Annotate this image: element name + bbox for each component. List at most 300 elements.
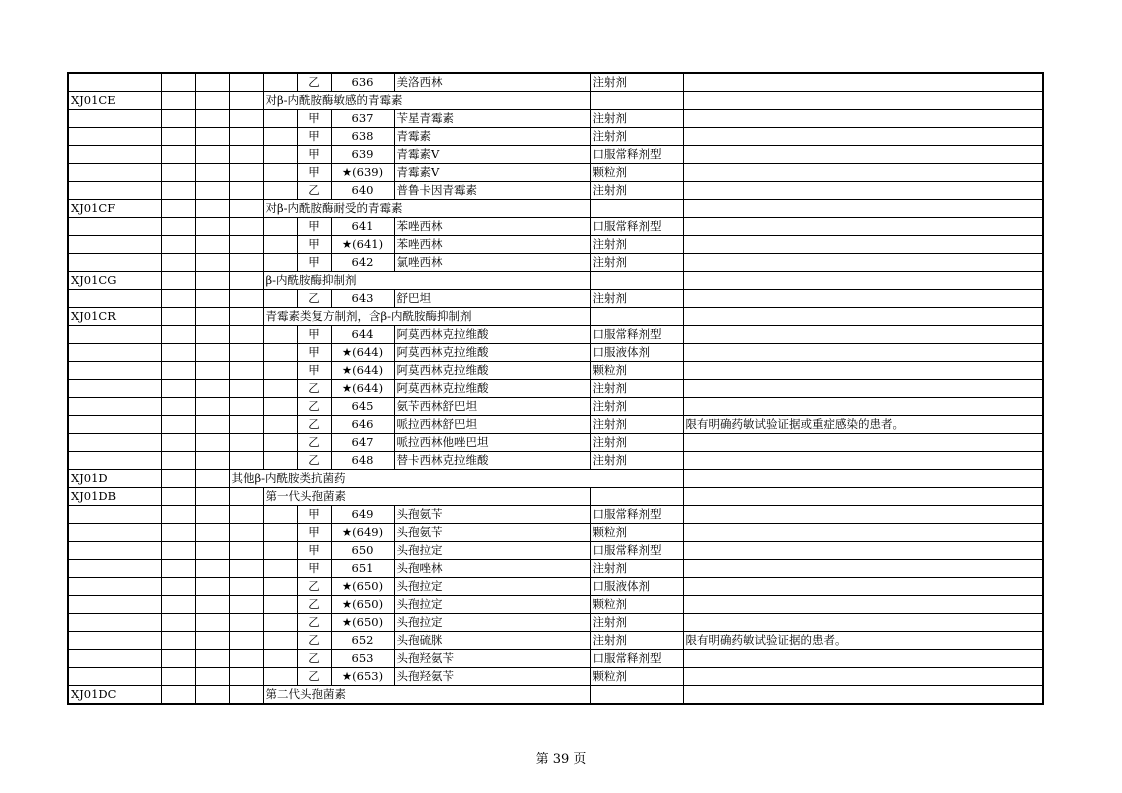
dosage-form-cell: 口服常释剂型 <box>590 218 683 236</box>
dosage-form-cell: 注射剂 <box>590 380 683 398</box>
empty-cell <box>263 578 297 596</box>
empty-cell <box>161 92 195 110</box>
drug-name-cell: 阿莫西林克拉维酸 <box>394 362 590 380</box>
empty-cell <box>195 344 229 362</box>
empty-cell <box>229 560 263 578</box>
grade-cell: 甲 <box>297 254 331 272</box>
dosage-form-cell: 注射剂 <box>590 128 683 146</box>
drug-row <box>68 578 1043 596</box>
empty-cell <box>229 128 263 146</box>
drug-row <box>68 362 1043 380</box>
dosage-form-cell: 注射剂 <box>590 236 683 254</box>
empty-cell <box>195 416 229 434</box>
empty-cell <box>161 632 195 650</box>
empty-cell <box>161 542 195 560</box>
empty-cell <box>263 254 297 272</box>
empty-cell <box>195 578 229 596</box>
dosage-form-cell <box>590 272 683 290</box>
category-code-cell: XJ01DC <box>68 686 161 705</box>
empty-cell <box>229 614 263 632</box>
category-code-cell <box>68 650 161 668</box>
dosage-form-cell: 注射剂 <box>590 452 683 470</box>
empty-cell <box>229 308 263 326</box>
grade-cell: 甲 <box>297 362 331 380</box>
empty-cell <box>195 524 229 542</box>
drug-number-cell: 639 <box>331 146 394 164</box>
drug-name-cell: 哌拉西林舒巴坦 <box>394 416 590 434</box>
drug-row <box>68 110 1043 128</box>
drug-name-cell: 氯唑西林 <box>394 254 590 272</box>
category-code-cell <box>68 668 161 686</box>
category-code-cell <box>68 398 161 416</box>
category-code-cell <box>68 236 161 254</box>
drug-name-cell: 阿莫西林克拉维酸 <box>394 326 590 344</box>
drug-name-cell: 头孢拉定 <box>394 542 590 560</box>
empty-cell <box>195 488 229 506</box>
drug-catalog-table <box>67 72 1044 705</box>
empty-cell <box>195 596 229 614</box>
empty-cell <box>161 470 195 488</box>
dosage-form-cell <box>683 470 1043 488</box>
empty-cell <box>263 632 297 650</box>
note-cell <box>683 380 1043 398</box>
empty-cell <box>161 686 195 705</box>
drug-row <box>68 218 1043 236</box>
empty-cell <box>229 218 263 236</box>
category-code-cell <box>68 614 161 632</box>
drug-number-cell: ★(650) <box>331 578 394 596</box>
drug-number-cell: 651 <box>331 560 394 578</box>
category-code-cell: XJ01DB <box>68 488 161 506</box>
drug-row <box>68 164 1043 182</box>
empty-cell <box>229 362 263 380</box>
grade-cell: 乙 <box>297 452 331 470</box>
dosage-form-cell: 注射剂 <box>590 290 683 308</box>
empty-cell <box>161 650 195 668</box>
empty-cell <box>161 146 195 164</box>
empty-cell <box>195 146 229 164</box>
drug-number-cell: 640 <box>331 182 394 200</box>
category-code-cell <box>68 524 161 542</box>
empty-cell <box>161 128 195 146</box>
grade-cell: 甲 <box>297 344 331 362</box>
empty-cell <box>161 452 195 470</box>
grade-cell: 乙 <box>297 632 331 650</box>
empty-cell <box>161 218 195 236</box>
empty-cell <box>195 506 229 524</box>
note-cell <box>683 650 1043 668</box>
note-cell <box>683 542 1043 560</box>
dosage-form-cell: 口服液体剂 <box>590 578 683 596</box>
dosage-form-cell: 注射剂 <box>590 416 683 434</box>
grade-cell: 甲 <box>297 164 331 182</box>
drug-row <box>68 542 1043 560</box>
grade-cell: 乙 <box>297 650 331 668</box>
drug-row <box>68 290 1043 308</box>
empty-cell <box>229 110 263 128</box>
empty-cell <box>229 434 263 452</box>
empty-cell <box>195 164 229 182</box>
drug-name-cell: 苯唑西林 <box>394 236 590 254</box>
note-cell <box>683 344 1043 362</box>
grade-cell: 甲 <box>297 236 331 254</box>
grade-cell: 乙 <box>297 596 331 614</box>
empty-cell <box>161 524 195 542</box>
grade-cell: 甲 <box>297 560 331 578</box>
category-code-cell: XJ01CF <box>68 200 161 218</box>
note-cell <box>683 110 1043 128</box>
grade-cell: 甲 <box>297 506 331 524</box>
note-cell <box>683 218 1043 236</box>
empty-cell <box>263 218 297 236</box>
empty-cell <box>161 200 195 218</box>
category-row <box>68 686 1043 705</box>
empty-cell <box>263 398 297 416</box>
empty-cell <box>229 416 263 434</box>
table-body <box>68 73 1043 704</box>
drug-number-cell: 652 <box>331 632 394 650</box>
empty-cell <box>263 326 297 344</box>
note-cell <box>683 92 1043 110</box>
note-cell <box>683 326 1043 344</box>
drug-number-cell: ★(650) <box>331 596 394 614</box>
empty-cell <box>229 650 263 668</box>
note-cell <box>683 560 1043 578</box>
category-code-cell <box>68 380 161 398</box>
drug-number-cell: 638 <box>331 128 394 146</box>
category-code-cell <box>68 164 161 182</box>
drug-number-cell: 642 <box>331 254 394 272</box>
drug-name-cell: 替卡西林克拉维酸 <box>394 452 590 470</box>
grade-cell: 乙 <box>297 416 331 434</box>
note-cell <box>683 182 1043 200</box>
drug-number-cell: ★(641) <box>331 236 394 254</box>
category-code-cell <box>68 344 161 362</box>
category-code-cell <box>68 632 161 650</box>
drug-row <box>68 524 1043 542</box>
category-name-cell: 第一代头孢菌素 <box>263 488 590 506</box>
note-cell <box>683 200 1043 218</box>
empty-cell <box>263 146 297 164</box>
grade-cell: 乙 <box>297 290 331 308</box>
drug-number-cell: 648 <box>331 452 394 470</box>
note-cell <box>683 506 1043 524</box>
drug-row <box>68 614 1043 632</box>
drug-name-cell: 苯唑西林 <box>394 218 590 236</box>
note-cell: 限有明确药敏试验证据的患者。 <box>683 632 1043 650</box>
drug-number-cell: ★(649) <box>331 524 394 542</box>
empty-cell <box>195 650 229 668</box>
dosage-form-cell <box>590 200 683 218</box>
empty-cell <box>161 272 195 290</box>
category-name-cell: 青霉素类复方制剂，含β-内酰胺酶抑制剂 <box>263 308 590 326</box>
empty-cell <box>161 416 195 434</box>
drug-row <box>68 236 1043 254</box>
empty-cell <box>229 92 263 110</box>
empty-cell <box>161 488 195 506</box>
drug-row <box>68 416 1043 434</box>
category-code-cell <box>68 506 161 524</box>
empty-cell <box>229 542 263 560</box>
empty-cell <box>161 578 195 596</box>
drug-row <box>68 452 1043 470</box>
empty-cell <box>229 452 263 470</box>
drug-row <box>68 254 1043 272</box>
empty-cell <box>161 110 195 128</box>
empty-cell <box>263 128 297 146</box>
category-code-cell <box>68 146 161 164</box>
dosage-form-cell: 注射剂 <box>590 614 683 632</box>
drug-name-cell: 头孢羟氨苄 <box>394 650 590 668</box>
empty-cell <box>161 506 195 524</box>
empty-cell <box>263 650 297 668</box>
drug-name-cell: 青霉素V <box>394 146 590 164</box>
note-cell <box>683 614 1043 632</box>
drug-name-cell: 青霉素V <box>394 164 590 182</box>
drug-number-cell: 645 <box>331 398 394 416</box>
empty-cell <box>195 362 229 380</box>
drug-name-cell: 阿莫西林克拉维酸 <box>394 344 590 362</box>
drug-row <box>68 344 1043 362</box>
empty-cell <box>161 326 195 344</box>
empty-cell <box>161 398 195 416</box>
grade-cell: 甲 <box>297 542 331 560</box>
dosage-form-cell <box>590 488 683 506</box>
empty-cell <box>229 182 263 200</box>
drug-number-cell: 644 <box>331 326 394 344</box>
empty-cell <box>161 290 195 308</box>
empty-cell <box>161 668 195 686</box>
drug-number-cell: ★(644) <box>331 380 394 398</box>
grade-cell: 甲 <box>297 326 331 344</box>
empty-cell <box>263 362 297 380</box>
drug-name-cell: 普鲁卡因青霉素 <box>394 182 590 200</box>
empty-cell <box>229 254 263 272</box>
empty-cell <box>229 578 263 596</box>
empty-cell <box>161 596 195 614</box>
note-cell <box>683 272 1043 290</box>
note-cell: 限有明确药敏试验证据或重症感染的患者。 <box>683 416 1043 434</box>
category-row <box>68 308 1043 326</box>
dosage-form-cell: 注射剂 <box>590 560 683 578</box>
drug-name-cell: 舒巴坦 <box>394 290 590 308</box>
drug-number-cell: 647 <box>331 434 394 452</box>
empty-cell <box>195 92 229 110</box>
category-row <box>68 92 1043 110</box>
dosage-form-cell: 注射剂 <box>590 254 683 272</box>
note-cell <box>683 452 1043 470</box>
empty-cell <box>263 506 297 524</box>
drug-name-cell: 头孢拉定 <box>394 614 590 632</box>
dosage-form-cell: 注射剂 <box>590 398 683 416</box>
empty-cell <box>229 398 263 416</box>
grade-cell: 乙 <box>297 578 331 596</box>
empty-cell <box>161 182 195 200</box>
empty-cell <box>229 524 263 542</box>
empty-cell <box>195 128 229 146</box>
grade-cell: 乙 <box>297 668 331 686</box>
note-cell <box>683 290 1043 308</box>
grade-cell: 甲 <box>297 218 331 236</box>
dosage-form-cell: 颗粒剂 <box>590 164 683 182</box>
dosage-form-cell <box>590 686 683 705</box>
empty-cell <box>229 73 263 92</box>
dosage-form-cell: 注射剂 <box>590 182 683 200</box>
empty-cell <box>229 290 263 308</box>
note-cell <box>683 236 1043 254</box>
drug-name-cell: 阿莫西林克拉维酸 <box>394 380 590 398</box>
grade-cell: 甲 <box>297 128 331 146</box>
empty-cell <box>263 434 297 452</box>
dosage-form-cell: 口服常释剂型 <box>590 506 683 524</box>
drug-name-cell: 头孢硫脒 <box>394 632 590 650</box>
dosage-form-cell: 颗粒剂 <box>590 596 683 614</box>
empty-cell <box>161 236 195 254</box>
drug-number-cell: 641 <box>331 218 394 236</box>
drug-number-cell: 636 <box>331 73 394 92</box>
drug-row <box>68 596 1043 614</box>
category-code-cell <box>68 182 161 200</box>
grade-cell: 乙 <box>297 182 331 200</box>
drug-number-cell: ★(653) <box>331 668 394 686</box>
note-cell <box>683 164 1043 182</box>
note-cell <box>683 596 1043 614</box>
drug-name-cell: 哌拉西林他唑巴坦 <box>394 434 590 452</box>
drug-name-cell: 头孢唑林 <box>394 560 590 578</box>
category-name-cell: 其他β-内酰胺类抗菌药 <box>229 470 683 488</box>
empty-cell <box>195 73 229 92</box>
grade-cell: 乙 <box>297 614 331 632</box>
drug-name-cell: 头孢氨苄 <box>394 506 590 524</box>
category-code-cell: XJ01CR <box>68 308 161 326</box>
grade-cell: 乙 <box>297 73 331 92</box>
category-code-cell <box>68 578 161 596</box>
grade-cell: 乙 <box>297 380 331 398</box>
drug-number-cell: ★(650) <box>331 614 394 632</box>
empty-cell <box>195 452 229 470</box>
empty-cell <box>195 560 229 578</box>
empty-cell <box>195 542 229 560</box>
empty-cell <box>263 596 297 614</box>
note-cell <box>683 488 1043 506</box>
category-code-cell <box>68 73 161 92</box>
category-name-cell: 对β-内酰胺酶耐受的青霉素 <box>263 200 590 218</box>
drug-number-cell: 650 <box>331 542 394 560</box>
empty-cell <box>195 686 229 705</box>
empty-cell <box>229 632 263 650</box>
category-row <box>68 470 1043 488</box>
empty-cell <box>161 362 195 380</box>
drug-row <box>68 560 1043 578</box>
category-code-cell: XJ01CG <box>68 272 161 290</box>
category-name-cell: 对β-内酰胺酶敏感的青霉素 <box>263 92 590 110</box>
drug-number-cell: 637 <box>331 110 394 128</box>
dosage-form-cell: 口服常释剂型 <box>590 146 683 164</box>
drug-number-cell: ★(644) <box>331 362 394 380</box>
empty-cell <box>263 668 297 686</box>
empty-cell <box>195 110 229 128</box>
category-name-cell: 第二代头孢菌素 <box>263 686 590 705</box>
dosage-form-cell: 颗粒剂 <box>590 362 683 380</box>
empty-cell <box>161 73 195 92</box>
grade-cell: 乙 <box>297 398 331 416</box>
note-cell <box>683 128 1043 146</box>
empty-cell <box>161 614 195 632</box>
empty-cell <box>229 596 263 614</box>
note-cell <box>683 686 1043 705</box>
empty-cell <box>263 182 297 200</box>
category-code-cell <box>68 362 161 380</box>
grade-cell: 甲 <box>297 146 331 164</box>
drug-number-cell: 646 <box>331 416 394 434</box>
drug-name-cell: 氨苄西林舒巴坦 <box>394 398 590 416</box>
category-code-cell <box>68 110 161 128</box>
drug-name-cell: 苄星青霉素 <box>394 110 590 128</box>
empty-cell <box>229 488 263 506</box>
drug-number-cell: 653 <box>331 650 394 668</box>
dosage-form-cell: 口服液体剂 <box>590 344 683 362</box>
grade-cell: 甲 <box>297 110 331 128</box>
category-code-cell <box>68 416 161 434</box>
empty-cell <box>263 110 297 128</box>
category-code-cell <box>68 452 161 470</box>
category-code-cell: XJ01CE <box>68 92 161 110</box>
drug-name-cell: 头孢拉定 <box>394 578 590 596</box>
empty-cell <box>195 380 229 398</box>
empty-cell <box>229 146 263 164</box>
drug-row <box>68 668 1043 686</box>
note-cell <box>683 578 1043 596</box>
dosage-form-cell: 颗粒剂 <box>590 668 683 686</box>
drug-name-cell: 头孢拉定 <box>394 596 590 614</box>
drug-row <box>68 398 1043 416</box>
category-code-cell <box>68 254 161 272</box>
empty-cell <box>195 218 229 236</box>
empty-cell <box>161 164 195 182</box>
drug-number-cell: ★(639) <box>331 164 394 182</box>
dosage-form-cell: 口服常释剂型 <box>590 326 683 344</box>
drug-name-cell: 美洛西林 <box>394 73 590 92</box>
drug-row <box>68 632 1043 650</box>
empty-cell <box>263 73 297 92</box>
dosage-form-cell: 注射剂 <box>590 434 683 452</box>
dosage-form-cell: 注射剂 <box>590 632 683 650</box>
empty-cell <box>263 344 297 362</box>
empty-cell <box>195 470 229 488</box>
empty-cell <box>161 434 195 452</box>
empty-cell <box>263 560 297 578</box>
category-row <box>68 200 1043 218</box>
drug-row <box>68 128 1043 146</box>
empty-cell <box>195 668 229 686</box>
empty-cell <box>263 164 297 182</box>
empty-cell <box>263 542 297 560</box>
dosage-form-cell <box>590 92 683 110</box>
note-cell <box>683 73 1043 92</box>
dosage-form-cell: 口服常释剂型 <box>590 650 683 668</box>
category-name-cell: β-内酰胺酶抑制剂 <box>263 272 590 290</box>
empty-cell <box>195 272 229 290</box>
empty-cell <box>229 236 263 254</box>
empty-cell <box>195 308 229 326</box>
category-code-cell <box>68 128 161 146</box>
empty-cell <box>195 326 229 344</box>
drug-row <box>68 146 1043 164</box>
empty-cell <box>195 290 229 308</box>
note-cell <box>683 398 1043 416</box>
category-code-cell <box>68 218 161 236</box>
drug-number-cell: ★(644) <box>331 344 394 362</box>
